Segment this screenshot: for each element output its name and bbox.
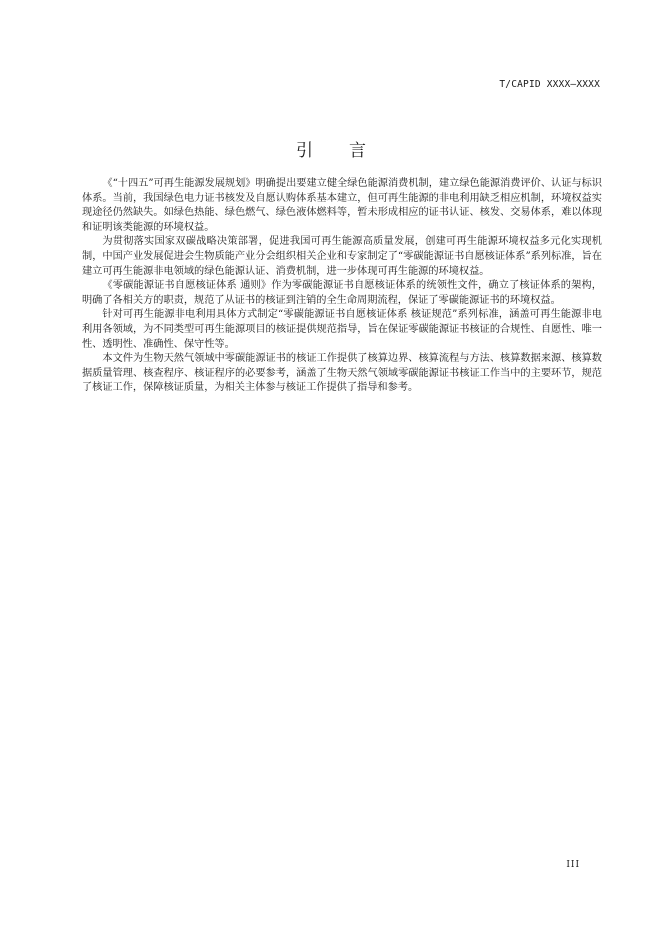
paragraph-3: 《零碳能源证书自愿核证体系 通则》作为零碳能源证书自愿核证体系的统领性文件，确立了核证体系的架构，明确了各相关方的职责，规范了从证书的核证到注销的全生命周期流程，保证了零碳能源证书的环境权益。 — [82, 280, 602, 306]
paragraph-1: 《“十四五”可再生能源发展规划》明确提出要建立健全绿色能源消费机制，建立绿色能源消费评价、认证与标识体系。当前，我国绿色电力证书核发及自愿认购体系基本建立，但可再生能源的非电利用缺乏相应机制，环境权益实现途径仍然缺失。如绿色热能、绿色燃气、绿色液体燃料等，暂未形成相应的证书认证、核发、交易体系，难以体现和证明该类能源的环境权益。 — [82, 178, 602, 233]
paragraph-2: 为贯彻落实国家双碳战略决策部署，促进我国可再生能源高质量发展，创建可再生能源环境权益多元化实现机制，中国产业发展促进会生物质能产业分会组织相关企业和专家制定了“零碳能源证书自愿核证体系”系列标准，旨在建立可再生能源非电领域的绿色能源认证、消费机制，进一步体现可再生能源的环境权益。 — [82, 236, 602, 277]
document-code: T/CAPID XXXX—XXXX — [499, 79, 600, 90]
paragraph-4: 针对可再生能源非电利用具体方式制定“零碳能源证书自愿核证体系 核证规范”系列标准，涵盖可再生能源非电利用各领域，为不同类型可再生能源项目的核证提供规范指导，旨在保证零碳能源证书核证的合规性、自愿性、唯一性、透明性、准确性、保守性等。 — [82, 309, 602, 350]
paragraph-5: 本文件为生物天然气领域中零碳能源证书的核证工作提供了核算边界、核算流程与方法、核算数据来源、核算数据质量管理、核查程序、核证程序的必要参考，涵盖了生物天然气领域零碳能源证书核证工作当中的主要环节，规范了核证工作，保障核证质量，为相关主体参与核证工作提供了指导和参考。 — [82, 353, 602, 394]
body-text — [82, 177, 602, 396]
page-number: III — [566, 860, 580, 870]
section-title: 引言 — [296, 141, 402, 161]
